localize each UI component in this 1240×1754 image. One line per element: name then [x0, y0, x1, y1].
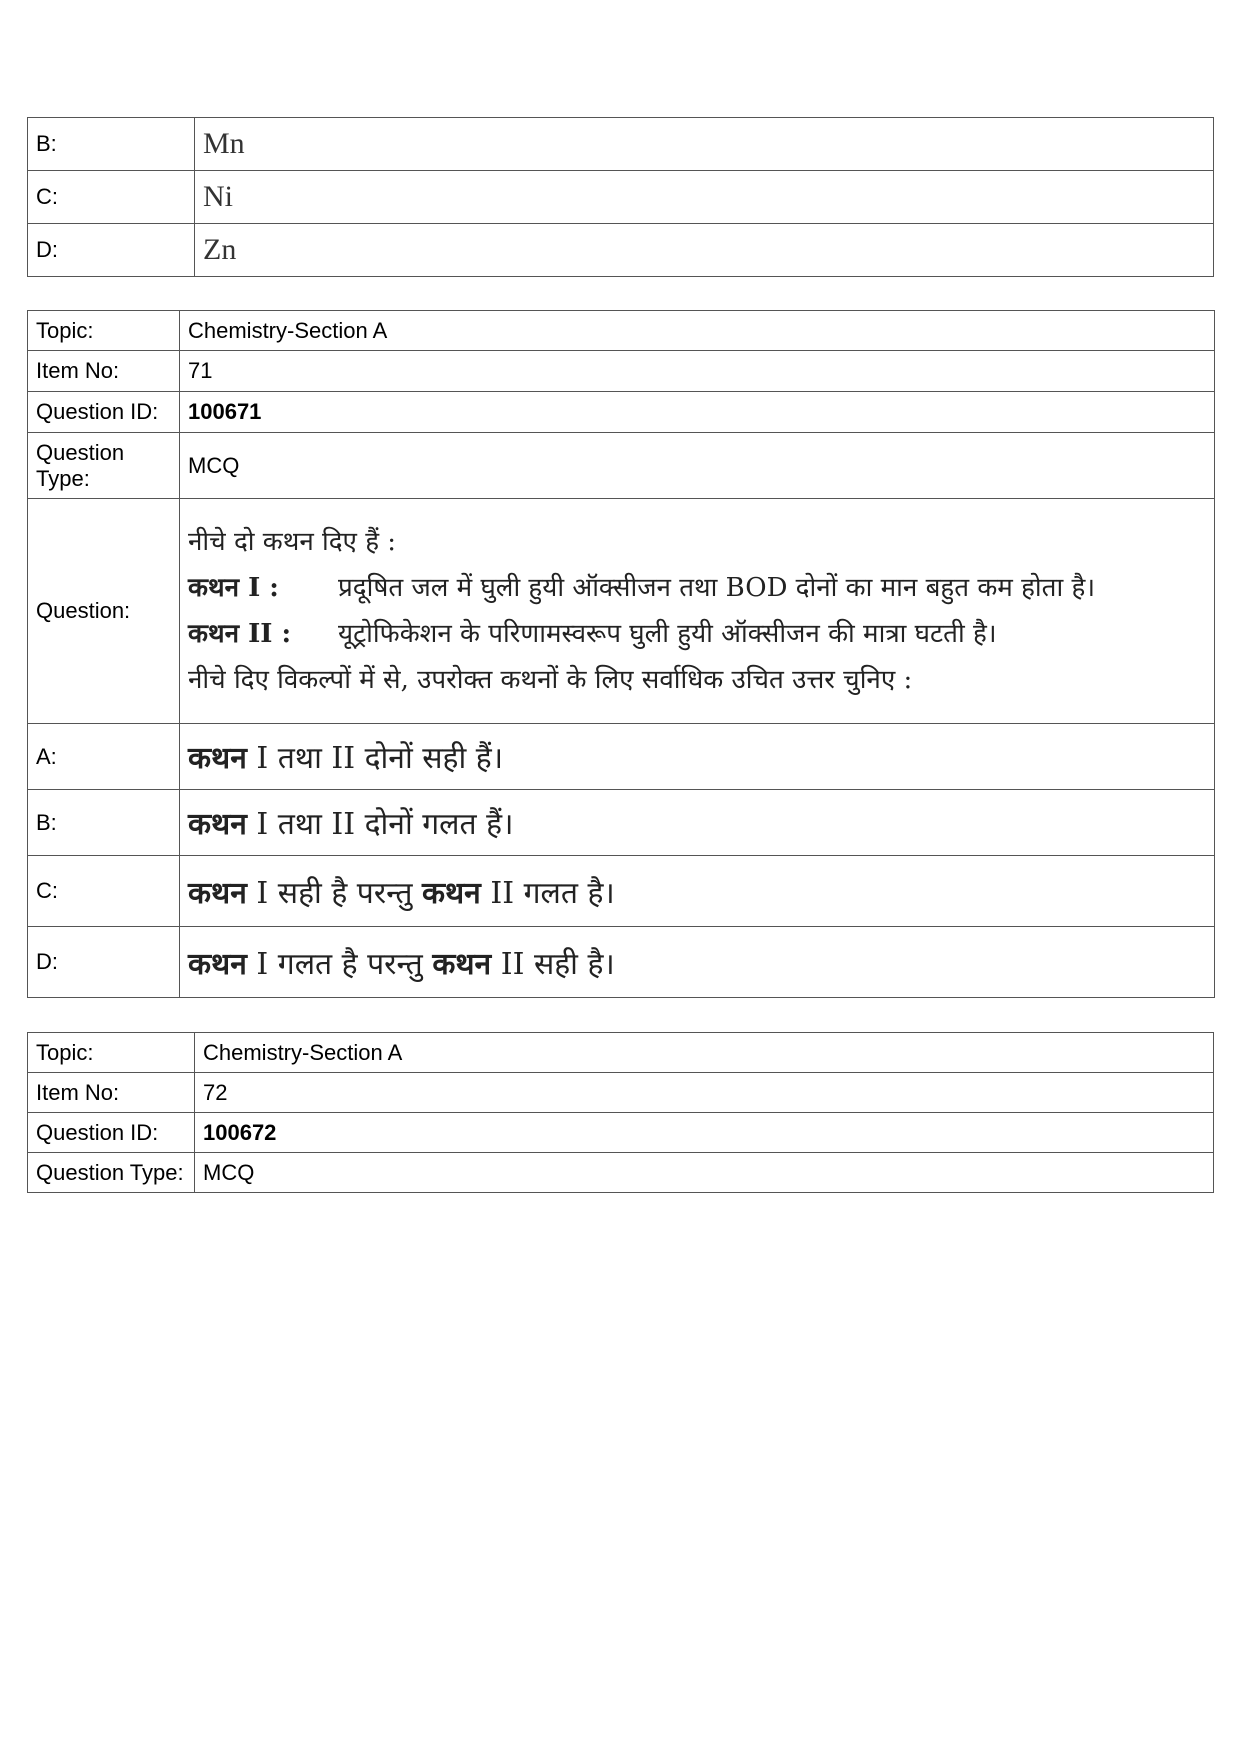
option-row-a	[28, 724, 1215, 790]
option-c-label: C:	[28, 856, 180, 927]
item-label: Item No:	[28, 351, 180, 392]
topic-label: Topic:	[28, 1033, 195, 1073]
question-id-value: 100672	[195, 1113, 1214, 1153]
option-a-rest: I तथा II दोनों सही हैं।	[246, 741, 504, 776]
option-c-bold-2: कथन	[421, 875, 481, 911]
question-id-label: Question ID:	[28, 392, 180, 433]
option-d-text	[180, 927, 1215, 998]
option-row-c	[28, 171, 1214, 224]
item-label: Item No:	[28, 1073, 195, 1113]
option-row-d	[28, 927, 1215, 998]
previous-question-options-table	[27, 117, 1214, 277]
option-a-text	[180, 724, 1215, 790]
option-b-bold: कथन	[188, 807, 247, 842]
question-body	[180, 499, 1215, 724]
option-b-rest: I तथा II दोनों गलत हैं।	[246, 807, 514, 842]
option-label: B:	[28, 118, 195, 171]
option-d-rest: II सही है।	[491, 946, 615, 982]
option-text: Ni	[195, 171, 1214, 224]
topic-value: Chemistry-Section A	[195, 1033, 1214, 1073]
question-type-label: Question Type:	[28, 433, 180, 499]
statement-2-text: यूट्रोफिकेशन के परिणामस्वरूप घुली हुयी ऑक्सीजन की मात्रा घटती है।	[338, 619, 997, 649]
question-type-row	[28, 1153, 1214, 1193]
option-b-label: B:	[28, 790, 180, 856]
option-a-bold: कथन	[188, 741, 247, 776]
topic-value: Chemistry-Section A	[180, 311, 1215, 351]
statement-2	[188, 614, 1206, 654]
option-row-d	[28, 224, 1214, 277]
option-d-label: D:	[28, 927, 180, 998]
option-c-mid: I सही है परन्तु	[246, 875, 422, 911]
option-text: Mn	[195, 118, 1214, 171]
option-c-rest: II गलत है।	[480, 875, 615, 911]
item-row	[28, 1073, 1214, 1113]
question-row	[28, 499, 1215, 724]
question-intro: नीचे दो कथन दिए हैं :	[188, 527, 397, 557]
question-type-value: MCQ	[180, 433, 1215, 499]
option-text: Zn	[195, 224, 1214, 277]
statement-1-label: कथन I :	[188, 573, 279, 603]
question-type-row	[28, 433, 1215, 499]
question-label: Question:	[28, 499, 180, 724]
question-id-row	[28, 392, 1215, 433]
option-label: D:	[28, 224, 195, 277]
topic-row	[28, 311, 1215, 351]
option-row-b	[28, 118, 1214, 171]
option-row-b	[28, 790, 1215, 856]
option-label: C:	[28, 171, 195, 224]
option-d-bold-1: कथन	[188, 946, 247, 982]
question-type-label: Question Type:	[28, 1153, 195, 1193]
option-row-c	[28, 856, 1215, 927]
option-c-bold-1: कथन	[188, 875, 247, 911]
statement-1-text: प्रदूषित जल में घुली हुयी ऑक्सीजन तथा BOD दोनों का मान बहुत कम होता है।	[338, 573, 1096, 603]
option-d-bold-2: कथन	[432, 946, 492, 982]
question-id-value: 100671	[180, 392, 1215, 433]
statement-2-label: कथन II :	[188, 619, 292, 649]
topic-label: Topic:	[28, 311, 180, 351]
item-value: 71	[180, 351, 1215, 392]
question-id-label: Question ID:	[28, 1113, 195, 1153]
question-type-value: MCQ	[195, 1153, 1214, 1193]
item-value: 72	[195, 1073, 1214, 1113]
option-d-mid: I गलत है परन्तु	[246, 946, 433, 982]
option-c-text	[180, 856, 1215, 927]
question-72-table	[27, 1032, 1214, 1193]
question-71-table	[27, 310, 1215, 998]
statement-1	[188, 568, 1206, 608]
question-instruction: नीचे दिए विकल्पों में से, उपरोक्त कथनों के लिए सर्वाधिक उचित उत्तर चुनिए :	[188, 665, 913, 695]
topic-row	[28, 1033, 1214, 1073]
option-b-text	[180, 790, 1215, 856]
item-row	[28, 351, 1215, 392]
question-id-row	[28, 1113, 1214, 1153]
option-a-label: A:	[28, 724, 180, 790]
